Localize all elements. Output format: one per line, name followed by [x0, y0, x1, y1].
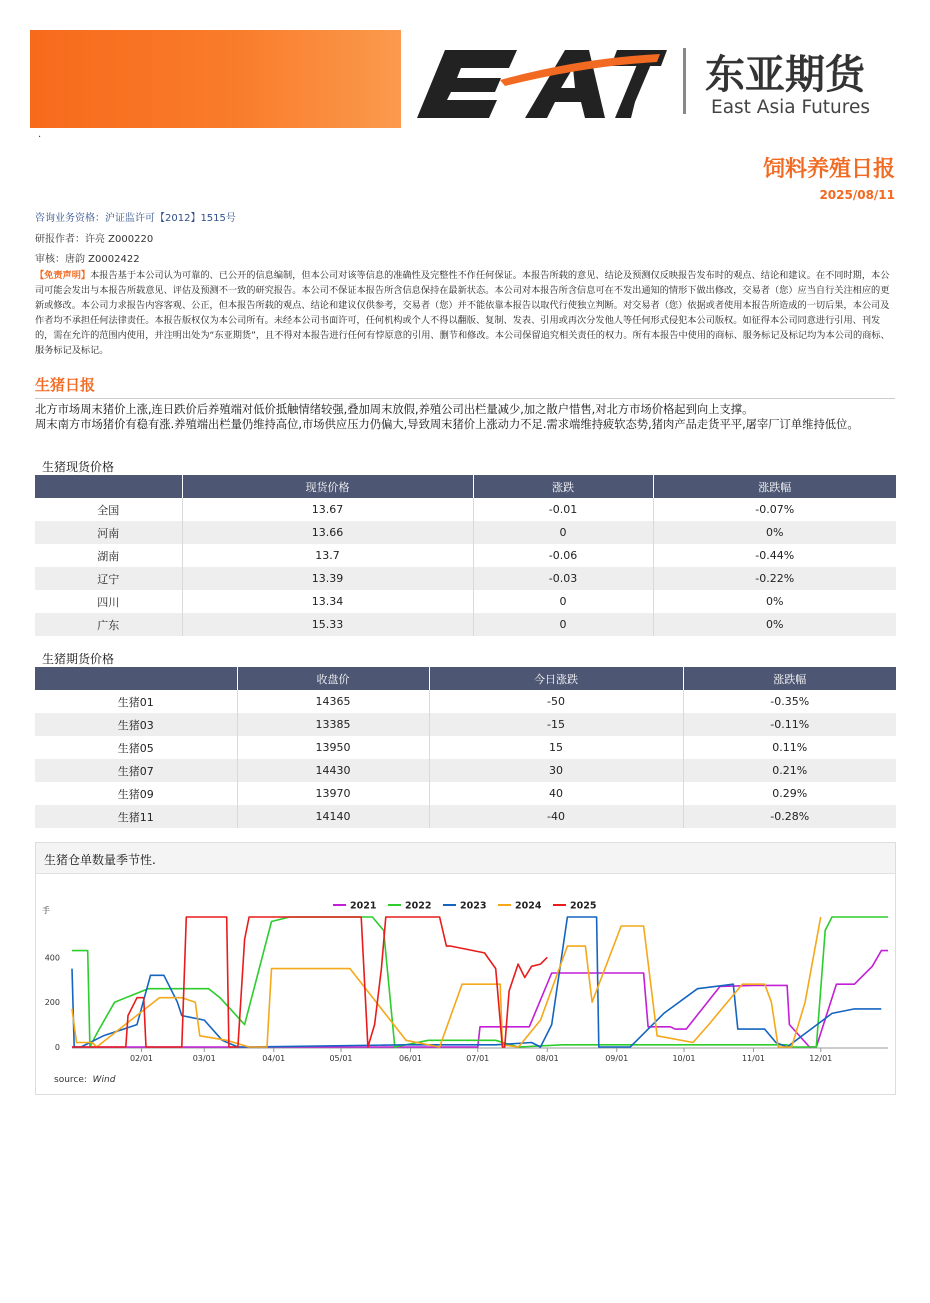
x-tick-label: 09/01 — [605, 1054, 629, 1063]
chart-source — [54, 1075, 115, 1085]
table-cell: 0 — [473, 521, 653, 544]
table-cell: 0.21% — [683, 759, 896, 782]
y-tick-label: 0 — [54, 1043, 60, 1052]
header-cell — [35, 667, 237, 690]
table-cell: 40 — [429, 782, 683, 805]
spot-price-table — [35, 475, 896, 636]
x-tick-label: 12/01 — [809, 1054, 833, 1063]
table-cell: 13950 — [237, 736, 429, 759]
header-banner — [30, 30, 401, 128]
section-divider — [35, 398, 895, 399]
table-row — [35, 613, 896, 636]
report-title: 饲料养殖日报 — [762, 157, 895, 182]
table-cell: 14140 — [237, 805, 429, 828]
table-cell: 30 — [429, 759, 683, 782]
table-row — [35, 759, 896, 782]
table-cell: 13.34 — [182, 590, 473, 613]
warehouse-receipt-chart — [35, 842, 896, 1095]
chart-title: 生猪仓单数量季节性. — [44, 853, 156, 867]
table-cell: -40 — [429, 805, 683, 828]
table-row — [35, 713, 896, 736]
x-tick-label: 07/01 — [466, 1054, 490, 1063]
legend-label-2024: 2024 — [515, 900, 542, 912]
table-row — [35, 498, 896, 521]
table-cell: 0 — [473, 590, 653, 613]
table-cell: 0.11% — [683, 736, 896, 759]
table-cell: 四川 — [35, 590, 182, 613]
table-row — [35, 544, 896, 567]
spot-table-title: 生猪现货价格 — [42, 460, 115, 474]
futures-price-table — [35, 667, 896, 828]
x-tick-label: 10/01 — [672, 1054, 696, 1063]
table-cell: -0.07% — [653, 498, 896, 521]
header-cell: 涨跌 — [473, 475, 653, 498]
table-header-row — [35, 475, 896, 498]
table-cell: -0.06 — [473, 544, 653, 567]
table-cell: 生猪01 — [35, 690, 237, 713]
commentary-south: 周末南方市场猪价有稳有涨.养殖端出栏量仍维持高位,市场供应压力仍偏大,导致周末猪价上涨动力不足.需求端维持疲软态势,猪肉产品走货平平,屠宰厂订单维持低位。 — [35, 418, 859, 431]
header-cell: 涨跌幅 — [683, 667, 896, 690]
legend-label-2021: 2021 — [350, 900, 377, 912]
eaf-logo-mark — [417, 50, 667, 118]
table-cell: -0.28% — [683, 805, 896, 828]
table-row — [35, 521, 896, 544]
table-cell: 13.39 — [182, 567, 473, 590]
x-tick-label: 06/01 — [398, 1054, 423, 1063]
table-cell: -15 — [429, 713, 683, 736]
table-cell: 14365 — [237, 690, 429, 713]
series-line-2023 — [72, 917, 881, 1047]
y-tick-label: 200 — [44, 998, 60, 1008]
table-cell: 0 — [473, 613, 653, 636]
table-cell: -0.22% — [653, 567, 896, 590]
table-row — [35, 736, 896, 759]
x-tick-label: 03/01 — [192, 1054, 216, 1063]
table-cell: -50 — [429, 690, 683, 713]
table-cell: -0.35% — [683, 690, 896, 713]
header-cell — [35, 475, 182, 498]
table-cell: 15.33 — [182, 613, 473, 636]
author-line: 研报作者：许亮 Z000220 — [35, 234, 154, 245]
table-cell: 0% — [653, 613, 896, 636]
report-date: 2025/08/11 — [819, 188, 895, 202]
table-cell: 辽宁 — [35, 567, 182, 590]
x-tick-label: 05/01 — [329, 1054, 353, 1063]
table-cell: 河南 — [35, 521, 182, 544]
company-logo — [405, 40, 905, 130]
table-cell: 0% — [653, 521, 896, 544]
disclaimer-text: 本报告基于本公司认为可靠的、已公开的信息编制，但本公司对该等信息的准确性及完整性不作任何保证。本报告所载的意见、结论及预测仅反映报告发布时的观点、结论和建议。在不同时期，本公司可能会发出与本报告所载意见、评估及预测不一致的研究报告。本公司不保证本报告所含信息保持在最新状态。本公司对本报告所含信息可在不发出通知的情形下做出修改，交易者（您）应当自行关注相应的更新或修改。本公司力求报告内容客观、公正，但本报告所载的观点、结论和建议仅供参考，交易者（您）并不能依靠本报告以取代行使独立判断。对交易者（您）依据或者使用本报告所造成的一切后果，本公司及作者均不承担任何法律责任。本报告版权仅为本公司所有。未经本公司书面许可，任何机构或个人不得以翻版、复制、发表、引用或再次分发他人等任何形式侵犯本公司版权。如征得本公司同意进行引用、刊发的，需在允许的范围内使用，并注明出处为“东亚期货”，且不得对本报告进行任何有悖原意的引用、删节和修改。本公司保留追究相关责任的权力。所有本报告中使用的商标、服务标记及标记均为本公司的商标、服务标记及标记。 — [35, 270, 890, 356]
table-cell: 14430 — [237, 759, 429, 782]
futures-table-title: 生猪期货价格 — [42, 652, 115, 666]
table-cell: 全国 — [35, 498, 182, 521]
section-title: 生猪日报 — [35, 376, 96, 394]
series-line-2025 — [72, 917, 547, 1047]
x-tick-label: 11/01 — [741, 1054, 766, 1063]
table-cell: 生猪03 — [35, 713, 237, 736]
table-cell: 0% — [653, 590, 896, 613]
table-cell: 15 — [429, 736, 683, 759]
table-cell: 13385 — [237, 713, 429, 736]
source-label: source: — [54, 1075, 87, 1085]
y-tick-label: 400 — [44, 953, 60, 963]
table-cell: 湖南 — [35, 544, 182, 567]
header-cell: 今日涨跌 — [429, 667, 683, 690]
disclaimer-tag: 【免责声明】 — [35, 270, 91, 281]
table-row — [35, 690, 896, 713]
table-cell: 13970 — [237, 782, 429, 805]
table-cell: -0.11% — [683, 713, 896, 736]
table-cell: -0.01 — [473, 498, 653, 521]
table-cell: 生猪07 — [35, 759, 237, 782]
table-cell: 广东 — [35, 613, 182, 636]
chart-header — [36, 843, 895, 874]
reviewer-line: 审核：唐韵 Z0002422 — [35, 254, 140, 265]
table-cell: 13.7 — [182, 544, 473, 567]
table-cell: 13.67 — [182, 498, 473, 521]
table-cell: 0.29% — [683, 782, 896, 805]
legend-label-2025: 2025 — [570, 900, 597, 912]
disclaimer — [35, 268, 897, 358]
company-name-cn: 东亚期货 — [705, 52, 865, 98]
chart-plot — [36, 874, 895, 1074]
table-row — [35, 805, 896, 828]
series-line-2021 — [72, 951, 888, 1047]
table-cell: 生猪05 — [35, 736, 237, 759]
table-cell: -0.03 — [473, 567, 653, 590]
company-name-en: East Asia Futures — [711, 97, 871, 118]
table-cell: 生猪09 — [35, 782, 237, 805]
qualification-line: 咨询业务资格：沪证监许可【2012】1515号 — [35, 213, 236, 224]
table-header-row — [35, 667, 896, 690]
table-row — [35, 567, 896, 590]
header-cell: 收盘价 — [237, 667, 429, 690]
header-cell: 涨跌幅 — [653, 475, 896, 498]
header-dot: · — [38, 132, 42, 143]
legend-label-2023: 2023 — [460, 900, 487, 912]
commentary-north: 北方市场周末猪价上涨,连日跌价后养殖端对低价抵触情绪较强,叠加周末放假,养殖公司出栏量减少,加之散户惜售,对北方市场价格起到向上支撑。 — [35, 403, 754, 416]
x-tick-label: 02/01 — [129, 1054, 154, 1063]
source-value: Wind — [92, 1075, 116, 1085]
x-tick-label: 08/01 — [535, 1054, 559, 1063]
table-row — [35, 782, 896, 805]
legend-label-2022: 2022 — [405, 900, 432, 912]
table-cell: 13.66 — [182, 521, 473, 544]
y-axis-unit-label: 手 — [42, 906, 50, 915]
table-cell: 生猪11 — [35, 805, 237, 828]
table-row — [35, 590, 896, 613]
x-tick-label: 04/01 — [262, 1054, 286, 1063]
table-cell: -0.44% — [653, 544, 896, 567]
header-cell: 现货价格 — [182, 475, 473, 498]
